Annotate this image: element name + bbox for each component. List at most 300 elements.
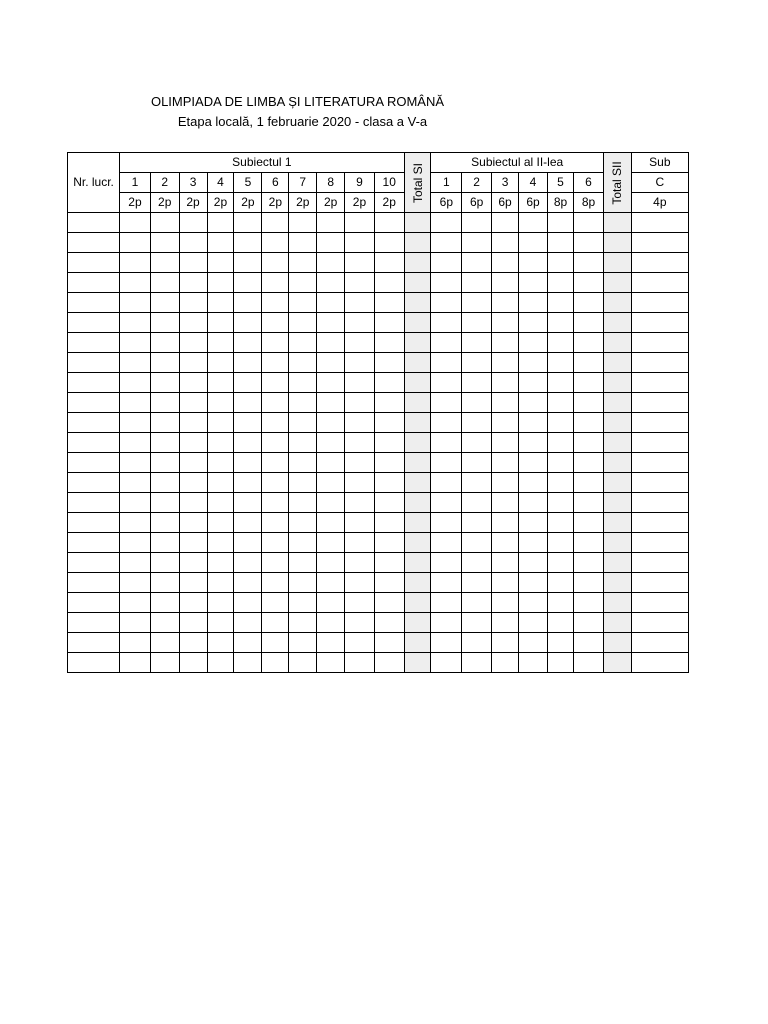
score-cell[interactable] [574,653,604,673]
score-cell[interactable] [150,433,179,453]
score-cell[interactable] [262,313,289,333]
score-cell[interactable] [492,473,519,493]
score-cell[interactable] [207,333,234,353]
score-cell[interactable] [120,373,151,393]
score-cell[interactable] [519,393,548,413]
score-cell[interactable] [345,213,375,233]
score-cell[interactable] [179,373,207,393]
score-cell[interactable] [374,273,404,293]
score-cell[interactable] [519,313,548,333]
score-cell[interactable] [547,333,573,353]
nr-lucr-cell[interactable] [68,453,120,473]
nr-lucr-cell[interactable] [68,633,120,653]
score-cell[interactable] [631,393,688,413]
score-cell[interactable] [631,313,688,333]
score-cell[interactable] [574,413,604,433]
score-cell[interactable] [431,333,462,353]
score-cell[interactable] [120,653,151,673]
score-cell[interactable] [574,593,604,613]
score-cell[interactable] [431,273,462,293]
score-cell[interactable] [374,333,404,353]
score-cell[interactable] [179,313,207,333]
score-cell[interactable] [179,293,207,313]
score-cell[interactable] [345,233,375,253]
score-cell[interactable] [289,293,317,313]
score-cell[interactable] [631,473,688,493]
score-cell[interactable] [207,493,234,513]
score-cell[interactable] [289,353,317,373]
score-cell[interactable] [234,653,262,673]
score-cell[interactable] [547,373,573,393]
score-cell[interactable] [374,213,404,233]
score-cell[interactable] [374,573,404,593]
score-cell[interactable] [234,573,262,593]
score-cell[interactable] [492,593,519,613]
score-cell[interactable] [289,233,317,253]
score-cell[interactable] [547,573,573,593]
score-cell[interactable] [120,393,151,413]
score-cell[interactable] [345,573,375,593]
score-cell[interactable] [289,633,317,653]
score-cell[interactable] [547,393,573,413]
nr-lucr-cell[interactable] [68,473,120,493]
score-cell[interactable] [207,273,234,293]
score-cell[interactable] [431,593,462,613]
score-cell[interactable] [317,233,345,253]
score-cell[interactable] [150,393,179,413]
score-cell[interactable] [345,513,375,533]
score-cell[interactable] [492,393,519,413]
score-cell[interactable] [374,533,404,553]
score-cell[interactable] [374,233,404,253]
score-cell[interactable] [574,213,604,233]
score-cell[interactable] [519,213,548,233]
score-cell[interactable] [574,633,604,653]
score-cell[interactable] [262,653,289,673]
score-cell[interactable] [150,413,179,433]
score-cell[interactable] [519,533,548,553]
score-cell[interactable] [234,353,262,373]
score-cell[interactable] [262,513,289,533]
score-cell[interactable] [631,233,688,253]
score-cell[interactable] [150,573,179,593]
score-cell[interactable] [462,353,492,373]
score-cell[interactable] [262,533,289,553]
score-cell[interactable] [179,213,207,233]
score-cell[interactable] [234,553,262,573]
score-cell[interactable] [631,513,688,533]
score-cell[interactable] [519,433,548,453]
score-cell[interactable] [120,513,151,533]
score-cell[interactable] [234,293,262,313]
score-cell[interactable] [492,353,519,373]
score-cell[interactable] [519,653,548,673]
score-cell[interactable] [462,653,492,673]
nr-lucr-cell[interactable] [68,393,120,413]
score-cell[interactable] [262,613,289,633]
nr-lucr-cell[interactable] [68,613,120,633]
score-cell[interactable] [289,313,317,333]
score-cell[interactable] [492,313,519,333]
score-cell[interactable] [547,493,573,513]
nr-lucr-cell[interactable] [68,333,120,353]
score-cell[interactable] [574,293,604,313]
score-cell[interactable] [462,293,492,313]
score-cell[interactable] [462,493,492,513]
score-cell[interactable] [345,413,375,433]
score-cell[interactable] [289,373,317,393]
score-cell[interactable] [631,413,688,433]
score-cell[interactable] [574,493,604,513]
score-cell[interactable] [317,293,345,313]
score-cell[interactable] [462,413,492,433]
score-cell[interactable] [431,373,462,393]
score-cell[interactable] [519,473,548,493]
score-cell[interactable] [262,373,289,393]
score-cell[interactable] [574,373,604,393]
score-cell[interactable] [547,413,573,433]
score-cell[interactable] [120,473,151,493]
score-cell[interactable] [179,533,207,553]
score-cell[interactable] [317,653,345,673]
score-cell[interactable] [519,233,548,253]
score-cell[interactable] [317,253,345,273]
score-cell[interactable] [234,213,262,233]
score-cell[interactable] [345,593,375,613]
score-cell[interactable] [492,633,519,653]
score-cell[interactable] [519,553,548,573]
score-cell[interactable] [207,473,234,493]
score-cell[interactable] [120,533,151,553]
score-cell[interactable] [179,333,207,353]
score-cell[interactable] [374,373,404,393]
score-cell[interactable] [317,433,345,453]
score-cell[interactable] [574,433,604,453]
score-cell[interactable] [574,533,604,553]
score-cell[interactable] [574,513,604,533]
score-cell[interactable] [574,233,604,253]
score-cell[interactable] [462,533,492,553]
score-cell[interactable] [150,493,179,513]
score-cell[interactable] [262,353,289,373]
score-cell[interactable] [492,213,519,233]
score-cell[interactable] [234,333,262,353]
score-cell[interactable] [120,553,151,573]
score-cell[interactable] [262,273,289,293]
score-cell[interactable] [179,613,207,633]
score-cell[interactable] [462,253,492,273]
score-cell[interactable] [120,333,151,353]
score-cell[interactable] [289,493,317,513]
score-cell[interactable] [150,233,179,253]
score-cell[interactable] [289,333,317,353]
score-cell[interactable] [150,453,179,473]
score-cell[interactable] [234,473,262,493]
score-cell[interactable] [492,493,519,513]
score-cell[interactable] [262,473,289,493]
score-cell[interactable] [547,653,573,673]
score-cell[interactable] [207,433,234,453]
score-cell[interactable] [150,273,179,293]
score-cell[interactable] [207,613,234,633]
score-cell[interactable] [519,273,548,293]
score-cell[interactable] [150,213,179,233]
score-cell[interactable] [262,453,289,473]
score-cell[interactable] [179,593,207,613]
score-cell[interactable] [150,653,179,673]
score-cell[interactable] [207,253,234,273]
score-cell[interactable] [547,353,573,373]
score-cell[interactable] [207,553,234,573]
score-cell[interactable] [262,393,289,413]
score-cell[interactable] [631,533,688,553]
score-cell[interactable] [374,593,404,613]
score-cell[interactable] [431,393,462,413]
score-cell[interactable] [317,373,345,393]
score-cell[interactable] [431,213,462,233]
score-cell[interactable] [547,313,573,333]
score-cell[interactable] [345,613,375,633]
score-cell[interactable] [631,213,688,233]
score-cell[interactable] [120,213,151,233]
score-cell[interactable] [431,493,462,513]
score-cell[interactable] [345,433,375,453]
score-cell[interactable] [289,573,317,593]
score-cell[interactable] [120,253,151,273]
score-cell[interactable] [234,413,262,433]
score-cell[interactable] [345,293,375,313]
score-cell[interactable] [574,333,604,353]
score-cell[interactable] [345,353,375,373]
score-cell[interactable] [234,393,262,413]
score-cell[interactable] [262,293,289,313]
score-cell[interactable] [179,633,207,653]
nr-lucr-cell[interactable] [68,213,120,233]
score-cell[interactable] [317,613,345,633]
score-cell[interactable] [207,593,234,613]
score-cell[interactable] [374,253,404,273]
score-cell[interactable] [262,413,289,433]
score-cell[interactable] [574,353,604,373]
score-cell[interactable] [631,293,688,313]
score-cell[interactable] [431,233,462,253]
nr-lucr-cell[interactable] [68,493,120,513]
nr-lucr-cell[interactable] [68,373,120,393]
score-cell[interactable] [345,393,375,413]
score-cell[interactable] [431,453,462,473]
score-cell[interactable] [120,593,151,613]
score-cell[interactable] [431,653,462,673]
score-cell[interactable] [462,593,492,613]
score-cell[interactable] [345,533,375,553]
score-cell[interactable] [289,473,317,493]
score-cell[interactable] [519,613,548,633]
score-cell[interactable] [631,273,688,293]
score-cell[interactable] [492,553,519,573]
score-cell[interactable] [574,393,604,413]
score-cell[interactable] [317,453,345,473]
score-cell[interactable] [179,273,207,293]
score-cell[interactable] [374,353,404,373]
score-cell[interactable] [462,633,492,653]
score-cell[interactable] [574,313,604,333]
nr-lucr-cell[interactable] [68,553,120,573]
score-cell[interactable] [289,253,317,273]
score-cell[interactable] [431,313,462,333]
score-cell[interactable] [179,233,207,253]
score-cell[interactable] [120,293,151,313]
score-cell[interactable] [462,233,492,253]
score-cell[interactable] [150,473,179,493]
score-cell[interactable] [547,213,573,233]
score-cell[interactable] [462,553,492,573]
score-cell[interactable] [374,393,404,413]
score-cell[interactable] [317,353,345,373]
score-cell[interactable] [289,513,317,533]
score-cell[interactable] [631,253,688,273]
score-cell[interactable] [234,273,262,293]
score-cell[interactable] [519,593,548,613]
score-cell[interactable] [150,593,179,613]
score-cell[interactable] [207,213,234,233]
score-cell[interactable] [462,513,492,533]
score-cell[interactable] [462,213,492,233]
score-cell[interactable] [150,373,179,393]
score-cell[interactable] [462,333,492,353]
score-cell[interactable] [462,433,492,453]
score-cell[interactable] [150,353,179,373]
score-cell[interactable] [317,273,345,293]
score-cell[interactable] [207,393,234,413]
score-cell[interactable] [519,353,548,373]
score-cell[interactable] [492,273,519,293]
score-cell[interactable] [234,613,262,633]
score-cell[interactable] [462,473,492,493]
score-cell[interactable] [150,313,179,333]
score-cell[interactable] [120,353,151,373]
score-cell[interactable] [317,593,345,613]
score-cell[interactable] [431,353,462,373]
score-cell[interactable] [519,573,548,593]
score-cell[interactable] [289,413,317,433]
score-cell[interactable] [317,313,345,333]
score-cell[interactable] [179,493,207,513]
score-cell[interactable] [289,393,317,413]
score-cell[interactable] [289,553,317,573]
score-cell[interactable] [462,273,492,293]
score-cell[interactable] [179,433,207,453]
score-cell[interactable] [431,533,462,553]
score-cell[interactable] [492,253,519,273]
score-cell[interactable] [431,473,462,493]
score-cell[interactable] [519,413,548,433]
score-cell[interactable] [374,513,404,533]
score-cell[interactable] [374,313,404,333]
score-cell[interactable] [179,473,207,493]
score-cell[interactable] [431,513,462,533]
score-cell[interactable] [345,373,375,393]
score-cell[interactable] [374,633,404,653]
score-cell[interactable] [262,253,289,273]
score-cell[interactable] [431,253,462,273]
score-cell[interactable] [179,413,207,433]
score-cell[interactable] [317,533,345,553]
score-cell[interactable] [631,573,688,593]
score-cell[interactable] [547,453,573,473]
score-cell[interactable] [234,313,262,333]
score-cell[interactable] [519,333,548,353]
score-cell[interactable] [374,553,404,573]
score-cell[interactable] [431,613,462,633]
score-cell[interactable] [345,333,375,353]
score-cell[interactable] [234,233,262,253]
score-cell[interactable] [262,213,289,233]
score-cell[interactable] [519,373,548,393]
score-cell[interactable] [120,613,151,633]
score-cell[interactable] [289,613,317,633]
nr-lucr-cell[interactable] [68,273,120,293]
score-cell[interactable] [317,513,345,533]
score-cell[interactable] [631,613,688,633]
score-cell[interactable] [631,633,688,653]
score-cell[interactable] [207,313,234,333]
score-cell[interactable] [519,493,548,513]
score-cell[interactable] [574,253,604,273]
score-cell[interactable] [374,413,404,433]
score-cell[interactable] [345,493,375,513]
score-cell[interactable] [150,333,179,353]
score-cell[interactable] [547,473,573,493]
score-cell[interactable] [462,573,492,593]
nr-lucr-cell[interactable] [68,313,120,333]
score-cell[interactable] [234,533,262,553]
score-cell[interactable] [150,533,179,553]
score-cell[interactable] [120,233,151,253]
score-cell[interactable] [547,273,573,293]
score-cell[interactable] [120,413,151,433]
score-cell[interactable] [462,613,492,633]
nr-lucr-cell[interactable] [68,413,120,433]
score-cell[interactable] [345,253,375,273]
score-cell[interactable] [574,613,604,633]
score-cell[interactable] [345,473,375,493]
score-cell[interactable] [547,533,573,553]
score-cell[interactable] [262,493,289,513]
score-cell[interactable] [179,253,207,273]
score-cell[interactable] [574,453,604,473]
score-cell[interactable] [492,613,519,633]
score-cell[interactable] [234,253,262,273]
score-cell[interactable] [207,293,234,313]
score-cell[interactable] [207,633,234,653]
score-cell[interactable] [431,633,462,653]
score-cell[interactable] [631,353,688,373]
score-cell[interactable] [317,393,345,413]
score-cell[interactable] [179,353,207,373]
score-cell[interactable] [431,553,462,573]
score-cell[interactable] [150,293,179,313]
score-cell[interactable] [317,213,345,233]
score-cell[interactable] [150,513,179,533]
score-cell[interactable] [431,433,462,453]
score-cell[interactable] [345,653,375,673]
nr-lucr-cell[interactable] [68,513,120,533]
nr-lucr-cell[interactable] [68,353,120,373]
score-cell[interactable] [574,573,604,593]
score-cell[interactable] [631,653,688,673]
score-cell[interactable] [374,453,404,473]
score-cell[interactable] [492,373,519,393]
